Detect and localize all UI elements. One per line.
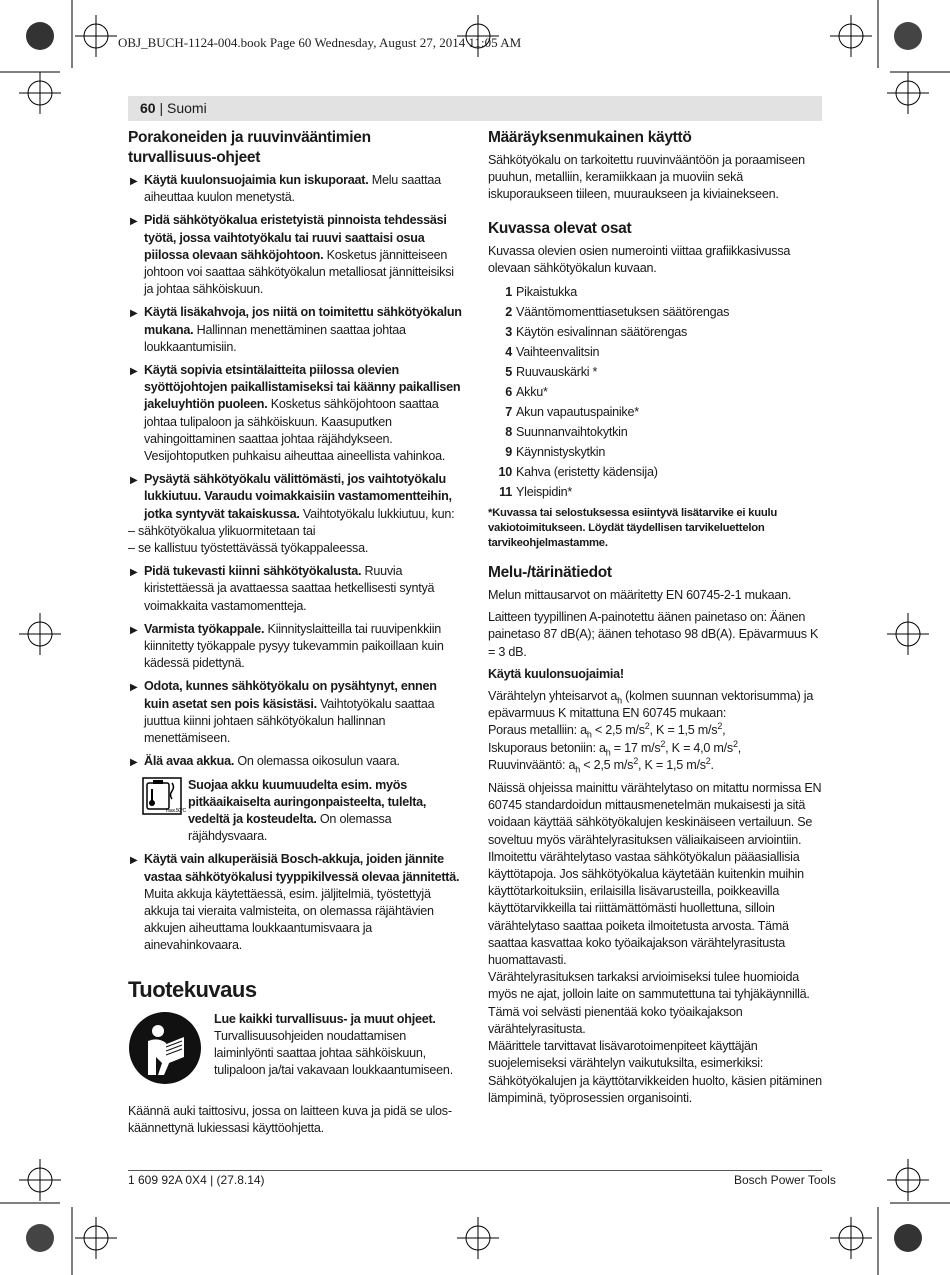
vib-label: Iskuporaus betoniin: a [488,740,606,755]
parts-title: Kuvassa olevat osat [488,219,632,237]
vib-k: , K = 1,5 m/s [637,757,706,772]
bullet-bold: Pidä tukevasti kiinni sähkötyökalusta. [144,564,362,579]
safety-bullet [128,212,462,298]
safety-section-title: Porakoneiden ja ruuvinvääntimien turvallisuus-ohjeet [128,129,371,166]
part-item [488,302,822,322]
dash-item: – sähkötyökalua ylikuormitetaan tai [128,523,316,538]
part-item [488,322,822,342]
vib-label: Ruuvinvääntö: a [488,757,576,772]
vib-sup: 2 [705,755,711,766]
footer-rule [128,1170,822,1171]
bullet-bold: Älä avaa akkua. [144,754,235,769]
part-item [488,342,822,362]
part-label: Akun vapautuspainike* [516,405,639,420]
vibration-value-line [488,722,822,739]
vib-k: , K = 1,5 m/s [649,723,718,738]
bullet-bold: Pysäytä sähkötyökalu välittömästi, jos vaihtotyökalu lukkiutuu. Varaudu voimakkaisiin vastamomentteihin, jotka syntyvät takaiskussa. [144,472,452,521]
part-number: 8 [505,425,512,440]
page-header [128,96,822,121]
heat-warning-text [188,777,462,846]
fold-out-instruction: Käännä auki taittosivu, jossa on laitteen kuva ja pidä se ulos-käännettynä lukiessasi käyttöohjetta. [128,1103,452,1135]
noise-level-text: Laitteen tyypillinen A-painotettu äänen painetaso on: Äänen painetaso 87 dB(A); äänen tehotaso 98 dB(A). Epävarmuus K = 3 dB. [488,610,819,659]
part-number: 1 [505,285,512,300]
noise-vibration-title: Melu-/tärinätiedot [488,564,612,582]
part-number: 5 [505,365,512,380]
part-label: Vääntömomenttiasetuksen säätörengas [516,305,730,320]
vib-label: Poraus metalliin: a [488,723,587,738]
hearing-protection-note [488,666,822,683]
part-label: Kahva (eristetty kädensija) [516,465,658,480]
bullet-text: Ruuvia kiristettäessä ja avattaessa saattaa hetkellisesti syntyä voimakkaita vastamomentteja. [144,564,435,613]
registration-disc-icon [894,1224,922,1252]
bullet-text: Kosketus jännitteiseen johtoon voi saattaa sähkötyökalun metalliosat jännitteisiksi ja johtaa sähköiskuun. [144,247,454,297]
left-column [128,128,462,1142]
dash-item-text: sähkötyökalua ylikuormitetaan tai [138,523,316,538]
noise-measurement-text: Melun mittausarvot on määritetty EN 60745-2-1 mukaan. [488,588,792,603]
vib-value: = 17 m/s [610,740,661,755]
part-item [488,362,822,382]
vibration-paragraph: Määrittele tarvittavat lisävarotoimenpiteet käyttäjän suojelemiseksi värähtelyn vaikutuksilta, esimerkiksi: Sähkötyökalujen ja käyttötarvikkeiden huolto, käsien pitäminen lämpiminä, työprosessien organisointi. [488,1039,822,1105]
part-item [488,462,822,482]
bullet-bold: Pidä sähkötyökalua eristetyistä pinnoista tehdessäsi työtä, jossa vaihtotyökalu tai ruuvi saattaisi osua piilossa olevaan sähköjohtoon. [144,213,447,262]
bullet-triangle-icon: ▶ [130,624,138,636]
registration-disc-icon [26,1224,54,1252]
read-instructions-note [128,1011,462,1085]
bullet-triangle-icon: ▶ [130,366,138,378]
battery-heat-icon [142,777,187,815]
part-number: 4 [505,345,512,360]
bullet-triangle-icon: ▶ [130,216,138,228]
part-label: Käytön esivalinnan säätörengas [516,325,688,340]
accessory-footnote: *Kuvassa tai selostuksessa esiintyvä lisätarvike ei kuulu vakiotoimitukseen. Löydät täydellisen tarvikeluettelon tarvikeohjelmastamme. [488,507,778,550]
safety-bullet [128,621,462,673]
vib-k: , K = 4,0 m/s [665,740,733,755]
bullet-triangle-icon: ▶ [130,757,138,769]
dash-item-text: se kallistuu työstettävässä työkappaleessa. [138,541,369,556]
part-item [488,402,822,422]
vibration-value-line [488,757,822,774]
part-label: Akku* [516,385,548,400]
safety-bullet [128,304,462,356]
safety-bullet [128,471,462,523]
vibration-intro [488,688,822,722]
part-label: Pikaistukka [516,285,577,300]
vib-sup: 2 [732,738,738,749]
vib-intro-b: (kolmen suunnan vektorisumma) ja epävarmuus K mitattuna EN 60745 mukaan: [488,689,814,721]
bullet-bold: Varmista työkappale. [144,621,265,636]
bullet-text: Kiinnityslaitteilla tai ruuvipenkkiin kiinnitetty työkappale pysyy tukevammin paikoillaan kuin kädessä pidettynä. [144,621,444,671]
bullet-bold: Käytä vain alkuperäisiä Bosch-akkuja, joiden jännite vastaa sähkötyökalusi tyyppikilvessä olevaa jännitettä. [144,852,460,884]
bullet-triangle-icon: ▶ [130,855,138,867]
part-item [488,422,822,442]
safety-bullet [128,753,462,770]
part-label: Vaihteenvalitsin [516,345,600,360]
page-number: 60 [140,100,156,116]
part-label: Ruuvauskärki * [516,365,598,380]
bullet-text: On olemassa oikosulun vaara. [234,754,400,769]
bullet-text: Vaihtotyökalu saattaa juuttua kiinni johtaen sähkötyökalun hallinnan menettämiseen. [144,696,435,746]
bullet-triangle-icon: ▶ [130,308,138,320]
vib-sup: 2 [633,755,638,766]
part-label: Suunnanvaihtokytkin [516,425,628,440]
bullet-text: Kosketus sähköjohtoon saattaa johtaa tulipaloon ja sähköiskuun. Kaasuputken vahingoittaminen saattaa johtaa räjähdykseen. Vesijohtoputken puhkaisu aiheuttaa aineellista vahinkoa. [144,397,446,464]
vib-value: < 2,5 m/s [580,757,634,772]
parts-list [488,282,822,502]
heat-warning-rest: On olemassa räjähdysvaara. [188,811,392,844]
vib-value: < 2,5 m/s [591,723,645,738]
vib-end: , [737,740,741,755]
page-header-label: 60 | Suomi [140,100,207,116]
vib-sub: h [586,729,592,740]
vib-sup: 2 [717,721,723,732]
bullet-triangle-icon: ▶ [130,475,138,487]
vib-sup: 2 [660,738,666,749]
bullet-bold: Käytä kuulonsuojaimia kun iskuporaat. [144,173,369,187]
hearing-protection-bold: Käytä kuulonsuojaimia! [488,666,624,681]
part-number: 9 [505,445,512,460]
part-item [488,282,822,302]
page-language: Suomi [167,100,207,116]
part-label: Käynnistyskytkin [516,445,606,460]
read-note-bold: Lue kaikki turvallisuus- ja muut ohjeet. [214,1011,436,1026]
product-description-title: Tuotekuvaus [128,976,257,1002]
heat-warning-bold: Suojaa akku kuumuudelta esim. myös pitkäaikaiselta auringonpaisteelta, tulelta, vedeltä ja kosteudelta. [188,777,427,826]
printer-info-line: OBJ_BUCH-1124-004.book Page 60 Wednesday, August 27, 2014 11:05 AM [118,35,522,50]
heat-icon-label: max.50°C [166,807,187,814]
vib-intro-a: Värähtelyn yhteisarvot a [488,689,618,704]
bullet-text: Melu saattaa aiheuttaa kuulon menetystä. [144,173,441,205]
bullet-text: Vaihtotyökalu lukkiutuu, kun: [299,506,455,521]
safety-bullet [128,563,462,615]
vib-end: . [710,757,714,772]
registration-disc-icon [26,22,54,50]
bullet-triangle-icon: ▶ [130,567,138,579]
right-column [488,128,822,1107]
parts-intro: Kuvassa olevien osien numerointi viittaa grafiikkasivussa olevaan sähkötyökalun kuvaan. [488,243,791,275]
intended-use-title: Määräyksenmukainen käyttö [488,129,692,146]
vib-sub: h [617,695,622,706]
part-label: Yleispidin* [516,485,573,500]
part-item [488,442,822,462]
vibration-value-line [488,740,822,757]
bullet-text: Hallinnan menettäminen saattaa johtaa loukkaantumisiin. [144,322,406,354]
vib-sup: 2 [644,721,650,732]
part-number: 10 [498,465,512,480]
vibration-paragraph: Ilmoitettu värähtelytaso vastaa sähkötyökalun pääasiallisia käyttötapoja. Jos sähkötyökalua käytetään kuitenkin muihin käyttötarkoituksiin, erilaisilla lisävarusteilla, poikkeavilla käyttötarvikkeilla tai riittämättömästi huollettuna, silloin värähtelytaso saattaa poiketa ilmoitetusta arvosta. Tämä saattaa kasvattaa koko työaikajakson värähtelyrasitusta huomattavasti. [488,849,804,968]
dash-item: – se kallistuu työstettävässä työkappaleessa. [128,541,369,556]
part-item [488,482,822,502]
part-number: 11 [499,485,512,500]
part-item [488,382,822,402]
bullet-text: Muita akkuja käytettäessä, esim. jäljitelmiä, työstettyjä akkuja tai vieraita valmisteita, on olemassa räjähtävien akkujen aiheuttama loukkaantumisvaara ja ainevahinkovaara. [144,886,434,953]
part-number: 3 [505,325,512,340]
heat-warning [142,777,462,846]
read-manual-icon [128,1011,202,1085]
part-number: 6 [505,385,512,400]
part-number: 2 [505,305,512,320]
footer-doc-number: 1 609 92A 0X4 | (27.8.14) [128,1173,265,1187]
bullet-bold: Käytä lisäkahvoja, jos niitä on toimitettu sähkötyökalun mukana. [144,305,462,337]
vib-sub: h [575,764,581,775]
vib-end: , [722,723,726,738]
safety-bullet [128,362,462,465]
part-number: 7 [505,405,512,420]
bullet-triangle-icon: ▶ [130,682,138,694]
intended-use-text: Sähkötyökalu on tarkoitettu ruuvinvääntöön ja poraamiseen puuhun, metalliin, keramiikkaan ja muoviin sekä iskuporaukseen tiileen, muuraukseen ja kiviainekseen. [488,153,805,202]
bullet-triangle-icon: ▶ [130,176,138,187]
vibration-paragraph: Näissä ohjeissa mainittu värähtelytaso on mitattu normissa EN 60745 standardoidun mittausmenetelmän mukaisesti ja sitä voidaan käyttää sähkötyökalujen keskinäiseen vertailuun. Se soveltuu myös värähtelyrasituksen väliaikaiseen arviointiin. [488,781,822,847]
safety-bullet [128,851,462,954]
footer-brand: Bosch Power Tools [734,1173,836,1187]
read-note-rest: Turvallisuusohjeiden noudattamisen laiminlyönti saattaa johtaa sähköiskuun, tulipaloon ja/tai vakavaan loukkaantumiseen. [214,1028,453,1078]
read-note-text [214,1011,462,1085]
safety-bullet [128,172,462,206]
bullet-bold: Käytä sopivia etsintälaitteita piilossa olevien syöttöjohtojen paikallistamiseksi tai käänny paikallisen jakeluyhtiön puoleen. [144,363,461,412]
safety-bullet [128,678,462,747]
bullet-bold: Odota, kunnes sähkötyökalu on pysähtynyt, ennen kuin asetat sen pois käsistäsi. [144,679,437,711]
vib-sub: h [605,747,611,758]
vibration-paragraph: Värähtelyrasituksen tarkaksi arvioimiseksi tulee huomioida myös ne ajat, jolloin laite on sammutettuna tai tyhjäkäynnillä. Tämä voi selvästi pienentää koko työaikajakson värähtelyrasitusta. [488,970,810,1036]
registration-disc-icon [894,22,922,50]
